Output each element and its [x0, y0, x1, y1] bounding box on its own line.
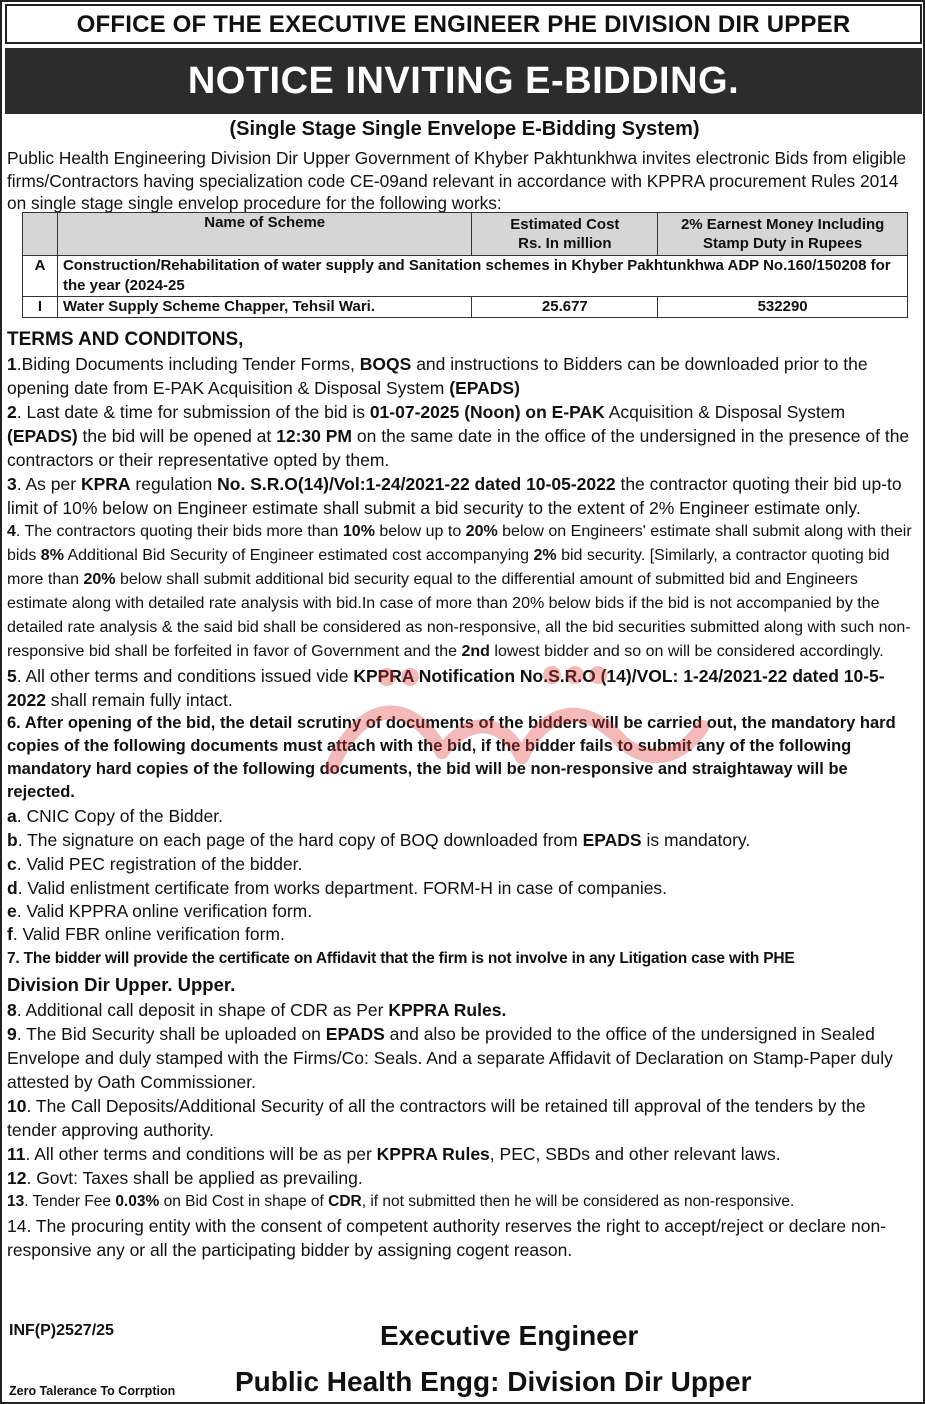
term-d [7, 876, 919, 900]
intro-paragraph: Public Health Engineering Division Dir Upper Government of Khyber Pakhtunkhwa invites electronic Bids from eligible firms/Contractors having specialization code CE-09and relevant in accordance with KPPRA procurement Rules 2014 on single stage single envelop procedure for the following works: [7, 148, 907, 213]
term-4-text-h: 2% [533, 547, 557, 564]
term-e-text: . Valid KPPRA online verification form. [16, 901, 313, 921]
term-14: 14. The procuring entity with the consent of competent authority reserves the right to accept/reject or declare non-responsive any or all the participating bidder by assigning cogent reason. [7, 1216, 887, 1260]
term-13-text-e: , if not submitted then he will be considered as non-responsive. [361, 1193, 795, 1210]
term-8-num: 8 [7, 1000, 17, 1020]
term-5-text-a: . All other terms and conditions issued vide [16, 666, 354, 686]
term-13-text-b: 0.03% [115, 1193, 160, 1210]
term-13 [7, 1190, 919, 1214]
term-2-text-d: (EPADS) [7, 426, 78, 446]
term-4-text-i: bid security. [Similarly, a contractor quoting bid more than [7, 547, 890, 588]
term-13-text-d: CDR [328, 1193, 362, 1210]
signatory-organization: Public Health Engg: Division Dir Upper [235, 1366, 752, 1397]
bidding-system-subtitle: (Single Stage Single Envelope E-Bidding System) [229, 118, 700, 140]
term-9 [7, 1022, 919, 1094]
term-1-num: 1 [7, 354, 17, 374]
term-b-text-b: EPADS [582, 830, 642, 850]
term-a-text: . CNIC Copy of the Bidder. [16, 806, 223, 826]
term-13-num: 13 [7, 1193, 25, 1210]
group-code: A [23, 256, 58, 297]
term-10-text: . The Call Deposits/Additional Security of all the contractors will be retained till approval of the tenders by the tender approving authority. [7, 1096, 866, 1140]
term-3-text-c: regulation [130, 474, 218, 494]
reference-number: INF(P)2527/25 [9, 1322, 114, 1339]
term-10 [7, 1094, 919, 1142]
term-1-text-d: (EPADS) [449, 378, 520, 398]
term-c-num: c [7, 854, 17, 874]
term-1-text-c: and instructions to Bidders can be downloaded prior to the opening date from E-PAK Acquisition & Disposal System [7, 354, 868, 398]
col-header-earnest-line1: 2% Earnest Money Including [680, 216, 885, 233]
term-c [7, 852, 919, 876]
term-13-text-a: . Tender Fee [24, 1193, 116, 1210]
term-12-num: 12 [7, 1168, 27, 1188]
term-2-text-f: 12:30 PM [276, 426, 353, 446]
term-f-num: f [7, 924, 13, 944]
term-3-text-a: . As per [16, 474, 81, 494]
term-3 [7, 472, 919, 520]
term-1-text-b: BOQS [359, 354, 412, 374]
term-b-text-a: . The signature on each page of the hard copy of BOQ downloaded from [17, 830, 583, 850]
notice-title-banner: NOTICE INVITING E-BIDDING. [5, 48, 922, 114]
term-2-text-g: on the same date in the office of the undersigned in the presence of the contractors or their representative opted by them. [7, 426, 910, 470]
term-8 [7, 998, 919, 1022]
term-4-text-e: below on Engineers' estimate shall submit along with their bids [7, 523, 912, 564]
col-header-cost-line1: Estimated Cost [510, 216, 620, 233]
term-a [7, 804, 919, 828]
term-9-text-a: . The Bid Security shall be uploaded on [16, 1024, 326, 1044]
term-4-text-a: . The contractors quoting their bids more than [15, 523, 343, 540]
term-7-line2: Division Dir Upper. Upper. [7, 974, 236, 995]
term-4-text-c: below up to [374, 523, 466, 540]
term-e-num: e [7, 901, 17, 921]
term-e [7, 900, 919, 923]
row-scheme-name: Water Supply Scheme Chapper, Tehsil Wari. [57, 297, 471, 318]
office-title: OFFICE OF THE EXECUTIVE ENGINEER PHE DIVISION DIR UPPER [5, 4, 922, 44]
term-2-text-b: 01-07-2025 (Noon) on E-PAK [369, 402, 605, 422]
table-row [23, 297, 908, 318]
group-name: Construction/Rehabilitation of water supply and Sanitation schemes in Khyber Pakhtunkhwa ADP No.160/150208 for the year (2024-25 [57, 256, 907, 297]
term-8-text-b: KPPRA Rules. [388, 1000, 507, 1020]
term-3-num: 3 [7, 474, 17, 494]
term-4-text-l: 2nd [461, 643, 490, 660]
term-11-num: 11 [7, 1144, 26, 1164]
term-4-text-g: Additional Bid Security of Engineer estimated cost accompanying [63, 547, 534, 564]
term-7-line1: 7. The bidder will provide the certificate on Affidavit that the firm is not involve in any Litigation case with PHE [7, 950, 795, 967]
row-earnest: 532290 [658, 297, 908, 318]
term-3-text-b: KPRA [80, 474, 131, 494]
term-d-text: . Valid enlistment certificate from works department. FORM-H in case of companies. [17, 878, 668, 898]
term-13-text-c: on Bid Cost in shape of [159, 1193, 329, 1210]
term-12 [7, 1166, 919, 1190]
row-cost: 25.677 [472, 297, 658, 318]
term-11 [7, 1142, 919, 1166]
term-5-text-b: KPPRA Notification No.S.R.O (14)/VOL: 1-24/2021-22 dated 10-5-2022 [7, 666, 885, 710]
term-3-text-d: No. S.R.O(14)/Vol:1-24/2021-22 dated 10-05-2022 [217, 474, 616, 494]
term-4-text-d: 20% [465, 523, 498, 540]
term-4 [7, 520, 919, 664]
term-4-text-b: 10% [342, 523, 375, 540]
term-3-text-e: the contractor quoting their bid up-to limit of 10% below on Engineer estimate shall submit a bid security to the extent of 2% Engineer estimate only. [7, 474, 902, 518]
term-f [7, 923, 919, 946]
term-6: 6. After opening of the bid, the detail scrutiny of documents of the bidders will be carried out, the mandatory hard copies of the following documents must attach with the bid, if the bidder fails to submit any of the following mandatory hard copies of the following documents, the bid will be non-responsive and straightaway will be rejected. [7, 714, 896, 801]
term-11-text-a: . All other terms and conditions will be as per [25, 1144, 377, 1164]
term-2-text-e: the bid will be opened at [77, 426, 277, 446]
term-d-num: d [7, 878, 18, 898]
term-b-num: b [7, 830, 18, 850]
term-5-text-c: shall remain fully intact. [45, 690, 233, 710]
col-header-earnest [658, 213, 908, 256]
term-11-text-b: KPPRA Rules [376, 1144, 490, 1164]
term-4-text-j: 20% [83, 571, 116, 588]
term-5 [7, 664, 919, 712]
term-9-text-c: and also be provided to the office of the undersigned in Sealed Envelope and duly stamped with the Firms/Co: Seals. And a separate Affidavit of Declaration on Stamp-Paper duly attested by Oath Commissioner. [7, 1024, 893, 1092]
term-2-text-c: Acquisition & Disposal System [604, 402, 846, 422]
term-8-text-a: . Additional call deposit in shape of CDR as Per [16, 1000, 389, 1020]
term-12-text: . Govt: Taxes shall be applied as prevailing. [26, 1168, 363, 1188]
table-header-row [23, 213, 908, 256]
term-b [7, 828, 919, 852]
signatory-title: Executive Engineer [380, 1320, 639, 1351]
term-2-text-a: . Last date & time for submission of the bid is [16, 402, 370, 422]
works-table [22, 212, 908, 318]
term-4-text-k: below shall submit additional bid security equal to the differential amount of submitted bid and Engineers estimate along with detailed rate analysis with bid.In case of more than 20% below bids if the bid is not accompanied by the detailed rate analysis & the said bid shall be considered as non-responsive, all the bid securities submitted along with such non-responsive bid shall be forfeited in favor of Government and the [7, 571, 911, 660]
col-header-cost-line2: Rs. In million [518, 235, 612, 252]
term-4-text-f: 8% [40, 547, 64, 564]
term-c-text: . Valid PEC registration of the bidder. [16, 854, 303, 874]
term-5-num: 5 [7, 666, 17, 686]
term-2-num: 2 [7, 402, 17, 422]
col-header-earnest-line2: Stamp Duty in Rupees [703, 235, 863, 252]
term-10-num: 10 [7, 1096, 27, 1116]
term-4-text-m: lowest bidder and so on will be considered accordingly. [489, 643, 884, 660]
term-2 [7, 400, 919, 472]
term-4-num: 4 [7, 523, 16, 540]
term-1 [7, 352, 919, 400]
terms-heading: TERMS AND CONDITONS, [7, 329, 244, 350]
term-a-num: a [7, 806, 17, 826]
col-header-scheme: Name of Scheme [57, 213, 471, 256]
row-code: I [23, 297, 58, 318]
col-header-sno [23, 213, 58, 256]
col-header-cost [472, 213, 658, 256]
terms-section [7, 328, 919, 1262]
term-f-text: . Valid FBR online verification form. [12, 924, 285, 944]
slogan: Zero Talerance To Corrption [9, 1384, 176, 1398]
term-1-text-a: .Biding Documents including Tender Forms, [16, 354, 360, 374]
term-9-text-b: EPADS [325, 1024, 385, 1044]
table-group-row [23, 256, 908, 297]
term-9-num: 9 [7, 1024, 17, 1044]
term-11-text-c: , PEC, SBDs and other relevant laws. [489, 1144, 781, 1164]
term-b-text-c: is mandatory. [641, 830, 751, 850]
